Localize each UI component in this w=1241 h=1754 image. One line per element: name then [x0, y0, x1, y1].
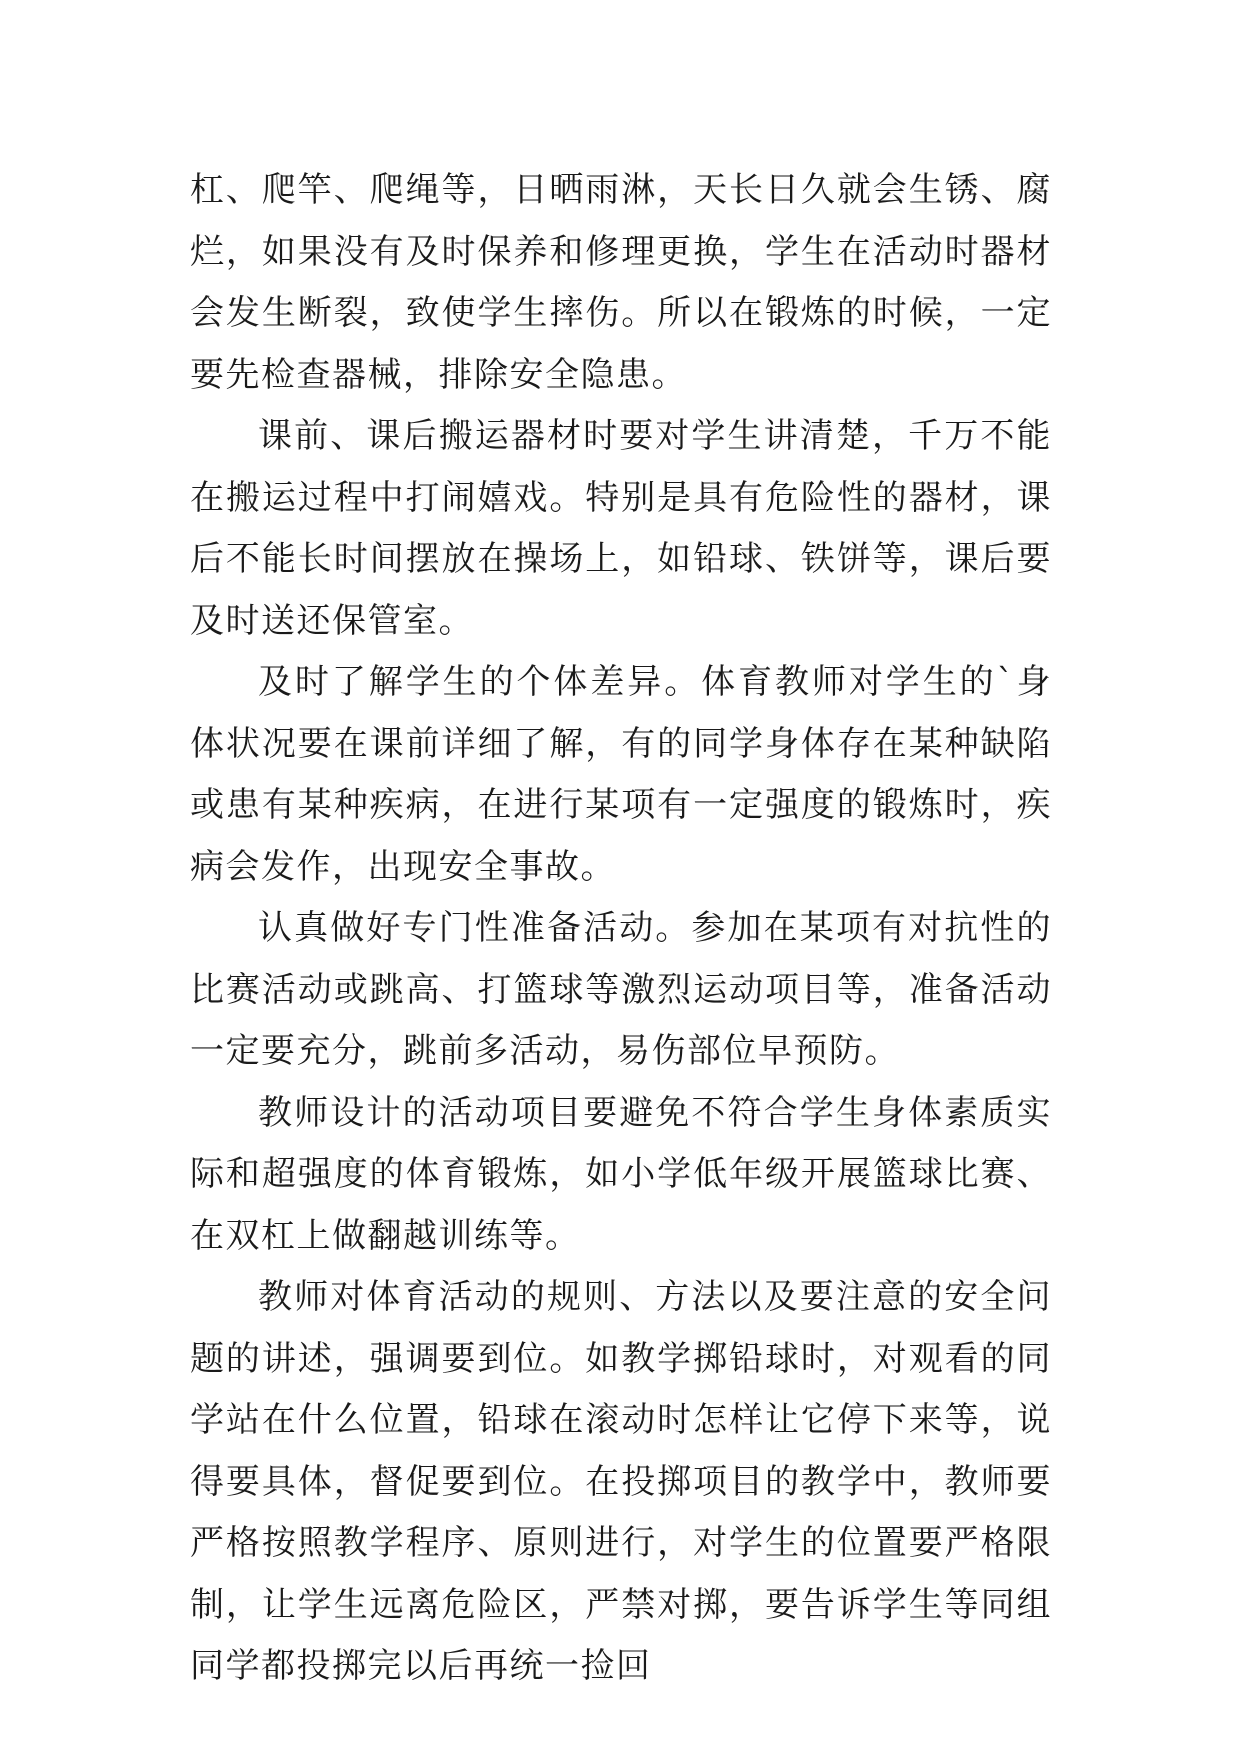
paragraph-equipment-transport: 课前、课后搬运器材时要对学生讲清楚，千万不能在搬运过程中打闹嬉戏。特别是具有危险性的器材，课后不能长时间摆放在操场上，如铅球、铁饼等，课后要及时送还保管室。 — [190, 416, 1052, 641]
document-body — [190, 160, 1052, 1698]
paragraph-continuation: 杠、爬竿、爬绳等，日晒雨淋，天长日久就会生锈、腐烂，如果没有及时保养和修理更换，学生在活动时器材会发生断裂，致使学生摔伤。所以在锻炼的时候，一定要先检查器械，排除安全隐患。 — [190, 170, 1052, 395]
paragraph-warm-up: 认真做好专门性准备活动。参加在某项有对抗性的比赛活动或跳高、打篮球等激烈运动项目等，准备活动一定要充分，跳前多活动，易伤部位早预防。 — [190, 908, 1052, 1071]
paragraph-individual-differences: 及时了解学生的个体差异。体育教师对学生的`身体状况要在课前详细了解，有的同学身体存在某种缺陷或患有某种疾病，在进行某项有一定强度的锻炼时，疾病会发作，出现安全事故。 — [190, 662, 1052, 887]
paragraph-safety-instructions: 教师对体育活动的规则、方法以及要注意的安全问题的讲述，强调要到位。如教学掷铅球时，对观看的同学站在什么位置，铅球在滚动时怎样让它停下来等，说得要具体，督促要到位。在投掷项目的教学中，教师要严格按照教学程序、原则进行，对学生的位置要严格限制，让学生远离危险区，严禁对掷，要告诉学生等同组同学都投掷完以后再统一捡回 — [190, 1277, 1052, 1686]
paragraph-activity-design: 教师设计的活动项目要避免不符合学生身体素质实际和超强度的体育锻炼，如小学低年级开展篮球比赛、在双杠上做翻越训练等。 — [190, 1092, 1052, 1256]
